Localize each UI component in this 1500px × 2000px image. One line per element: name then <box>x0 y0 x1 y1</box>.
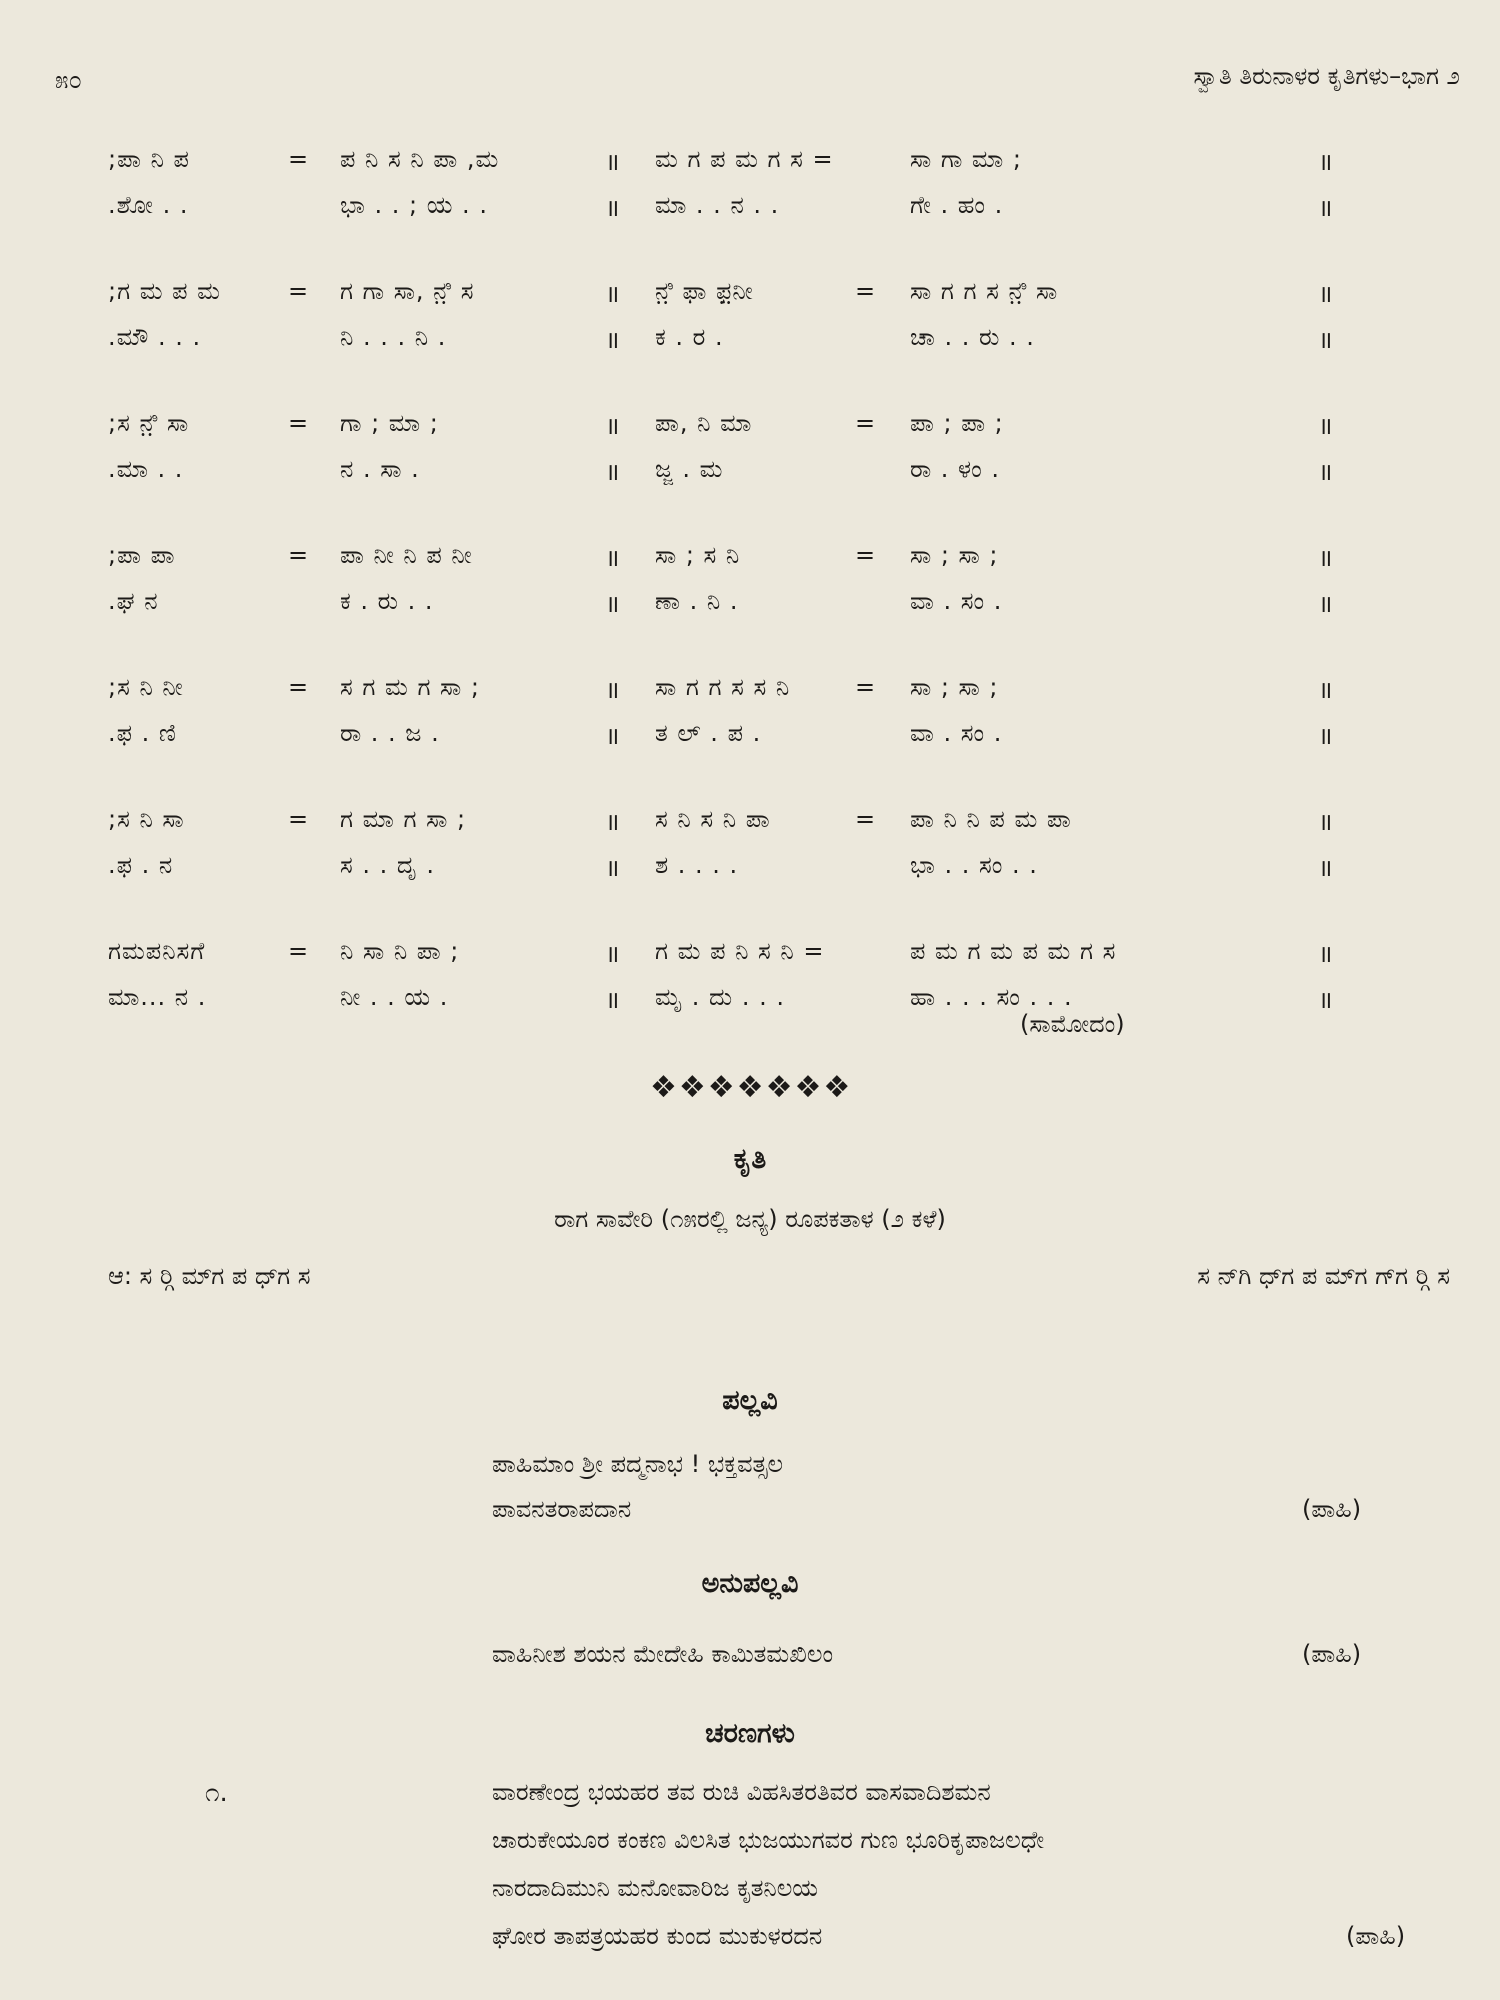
notation-cell: ಜ್ಜ . ಮ <box>655 455 724 483</box>
notation-cell: ಪಾ, ನಿ ಮಾ <box>655 409 753 437</box>
notation-line <box>0 851 1500 897</box>
bar-line: ॥ <box>1318 986 1334 1014</box>
bar-line: ॥ <box>1318 280 1334 308</box>
pallavi-tag: (ಪಾಹಿ) <box>1302 1495 1362 1523</box>
bar-line: ॥ <box>1318 458 1334 486</box>
notation-cell: ;ಸ ನಿ ಸಾ <box>108 805 185 833</box>
notation-cell: ಪಾ ; ಪಾ ; <box>910 409 1004 437</box>
avarohana: ಸ ನ್‍ಗಿ ಧ್‍ಗ ಪ ಮ್‍ಗ ಗ್‍ಗ ರ್‍ಗಿ ಸ <box>1197 1262 1450 1290</box>
notation-line <box>0 277 1500 323</box>
notation-cell: ಹಾ . . . ಸಂ . . . <box>910 983 1073 1011</box>
charana-tag: (ಪಾಹಿ) <box>1346 1922 1406 1950</box>
anupallavi-heading: ಅನುಪಲ್ಲವಿ <box>701 1568 799 1599</box>
notation-cell: ಸಾ ಗ ಗ ಸ ನ಼ಿ ಸಾ <box>910 277 1059 305</box>
bar-line: ॥ <box>605 412 621 440</box>
notation-cell: ಗಮಪನಿಸಗೆ <box>108 937 206 965</box>
bar-line: ॥ <box>1318 808 1334 836</box>
charana-line-3: ನಾರದಾದಿಮುನಿ ಮನೋವಾರಿಜ ಕೃತನಿಲಯ <box>492 1874 819 1902</box>
notation-line <box>0 191 1500 237</box>
notation-cell: ಗಾ ; ಮಾ ; <box>340 409 439 437</box>
notation-cell: ರಾ . ಳಂ . <box>910 455 1000 483</box>
bar-line: ॥ <box>1318 722 1334 750</box>
notation-group-gap <box>0 897 1500 937</box>
equals-mark: = <box>288 409 310 437</box>
pallavi-heading: ಪಲ್ಲವಿ <box>722 1385 778 1416</box>
bar-line: ॥ <box>605 458 621 486</box>
pallavi-line-2: ಪಾವನತರಾಪದಾನ <box>492 1495 632 1523</box>
notation-cell: .ಫ . ನ <box>108 851 174 879</box>
notation-cell: ;ಪಾ ನಿ ಪ <box>108 145 190 173</box>
notation-cell: ಸ ಗ ಮ ಗ ಸಾ ; <box>340 673 480 701</box>
notation-cell: ಣಾ . ನಿ . <box>655 587 739 615</box>
charana-line-4: ಘೋರ ತಾಪತ್ರಯಹರ ಕುಂದ ಮುಕುಳರದನ <box>492 1922 823 1950</box>
notation-cell: ಮೃ . ದು . . . <box>655 983 785 1011</box>
notation-line <box>0 455 1500 501</box>
notation-cell: ವಾ . ಸಂ . <box>910 719 1003 747</box>
bar-line: ॥ <box>1318 544 1334 572</box>
notation-cell: ;ಸ ನ಼ಿ ಸಾ <box>108 409 190 437</box>
bar-line: ॥ <box>605 194 621 222</box>
notation-cell: ರಾ . . ಜ . <box>340 719 440 747</box>
bar-line: ॥ <box>605 590 621 618</box>
bar-line: ॥ <box>605 986 621 1014</box>
notation-cell: ನಿ ಸಾ ನಿ ಪಾ ; <box>340 937 460 965</box>
equals-mark: = <box>288 805 310 833</box>
notation-cell: ನಿ . . . ನಿ . <box>340 323 447 351</box>
bar-line: ॥ <box>605 854 621 882</box>
notation-line <box>0 673 1500 719</box>
notation-cell: ಸಾ ಗ ಗ ಸ ಸ ನಿ <box>655 673 791 701</box>
anupallavi-tag: (ಪಾಹಿ) <box>1302 1640 1362 1668</box>
equals-mark: = <box>288 277 310 305</box>
notation-line <box>0 587 1500 633</box>
notation-cell: ಸಾ ಗಾ ಮಾ ; <box>910 145 1022 173</box>
notation-cell: ಕ . ರ . <box>655 323 724 351</box>
equals-mark: = <box>855 277 877 305</box>
notation-cell: ಸ ನಿ ಸ ನಿ ಪಾ <box>655 805 771 833</box>
bar-line: ॥ <box>605 722 621 750</box>
bar-line: ॥ <box>1318 854 1334 882</box>
equals-mark: = <box>855 805 877 833</box>
notation-cell: ವಾ . ಸಂ . <box>910 587 1003 615</box>
charana-number: ೧. <box>205 1778 228 1808</box>
notation-group-gap <box>0 501 1500 541</box>
notation-cell: .ಫ . ಣಿ <box>108 719 177 747</box>
notation-cell: ;ಸ ನಿ ನೀ <box>108 673 184 701</box>
notation-cell: ಭಾ . . ; ಯ . . <box>340 191 488 219</box>
notation-group-gap <box>0 633 1500 673</box>
notation-cell: ;ಪಾ ಪಾ <box>108 541 176 569</box>
notation-line <box>0 409 1500 455</box>
charanas-heading: ಚರಣಗಳು <box>705 1718 795 1749</box>
bar-line: ॥ <box>605 280 621 308</box>
notation-cell: .ಮೌ . . . <box>108 323 202 351</box>
notation-line <box>0 145 1500 191</box>
notation-cell: ಚಾ . . ರು . . <box>910 323 1035 351</box>
pallavi-line-1: ಪಾಹಿಮಾಂ ಶ್ರೀ ಪದ್ಮನಾಭ ! ಭಕ್ತವತ್ಸಲ <box>492 1450 784 1478</box>
notation-line <box>0 805 1500 851</box>
notation-cell: ;ಗ ಮ ಪ ಮ <box>108 277 221 305</box>
notation-cell: ಸಾ ; ಸಾ ; <box>910 673 999 701</box>
notation-cell: ಗ ಮ ಪ ನಿ ಸ ನಿ = <box>655 937 825 965</box>
bar-line: ॥ <box>1318 148 1334 176</box>
notation-cell: ಶ . . . . <box>655 851 739 879</box>
arohana: ಆ: ಸ ರ್‍ಗಿ ಮ್‍ಗ ಪ ಧ್‍ಗ ಸ <box>108 1262 311 1290</box>
kriti-heading: ಕೃತಿ <box>733 1142 767 1175</box>
notation-block <box>0 145 1500 1029</box>
bar-line: ॥ <box>605 326 621 354</box>
bar-line: ॥ <box>605 148 621 176</box>
notation-cell: ನ಼ಿ ಫಾ ಫ಼ನೀ <box>655 277 754 305</box>
notation-cell: ನ . ಸಾ . <box>340 455 420 483</box>
notation-cell: ಗ ಗಾ ಸಾ, ನ಼ಿ ಸ <box>340 277 475 305</box>
bar-line: ॥ <box>605 544 621 572</box>
notation-line <box>0 983 1500 1029</box>
notation-line <box>0 323 1500 369</box>
bar-line: ॥ <box>1318 412 1334 440</box>
notation-cell: ಮಾ . . ನ . . <box>655 191 780 219</box>
bar-line: ॥ <box>605 940 621 968</box>
equals-mark: = <box>288 145 310 173</box>
notation-cell: ಸಾ ; ಸಾ ; <box>910 541 999 569</box>
page-number: ೫೦ <box>55 66 82 94</box>
bar-line: ॥ <box>1318 590 1334 618</box>
equals-mark: = <box>855 541 877 569</box>
charana-line-1: ವಾರಣೇಂದ್ರ ಭಯಹರ ತವ ರುಚಿ ವಿಹಸಿತರತಿವರ ವಾಸವಾದಿಶಮನ <box>492 1778 991 1806</box>
notation-cell: ಸ . . ದೃ . <box>340 851 435 879</box>
running-title: ಸ್ವಾತಿ ತಿರುನಾಳರ ಕೃತಿಗಳು–ಭಾಗ ೨ <box>1193 62 1460 90</box>
raga-tala-line: ರಾಗ ಸಾವೇರಿ (೧೫ರಲ್ಲಿ ಜನ್ಯ) ರೂಪಕತಾಳ (೨ ಕಳೆ) <box>554 1205 946 1233</box>
notation-cell: ಪಾ ನೀ ನಿ ಪ ನೀ <box>340 541 473 569</box>
notation-closing: (ಸಾಮೋದಂ) <box>1020 1010 1125 1038</box>
charana-line-2: ಚಾರುಕೇಯೂರ ಕಂಕಣ ವಿಲಸಿತ ಭುಜಯುಗವರ ಗುಣ ಭೂರಿಕೃಪಾಜಲಧೇ <box>492 1826 1045 1854</box>
notation-group-gap <box>0 369 1500 409</box>
anupallavi-line-1: ವಾಹಿನೀಶ ಶಯನ ಮೇದೇಹಿ ಕಾಮಿತಮಖಿಲಂ <box>492 1640 834 1668</box>
notation-cell: ತ ಲ್ . ಪ . <box>655 719 762 747</box>
notation-cell: .ಘ ನ <box>108 587 159 615</box>
notation-cell: ಪ ನಿ ಸ ನಿ ಪಾ ,ಮ <box>340 145 500 173</box>
equals-mark: = <box>288 673 310 701</box>
equals-mark: = <box>288 937 310 965</box>
bar-line: ॥ <box>1318 676 1334 704</box>
bar-line: ॥ <box>1318 326 1334 354</box>
notation-cell: ಗ ಮಾ ಗ ಸಾ ; <box>340 805 467 833</box>
equals-mark: = <box>855 673 877 701</box>
notation-line <box>0 937 1500 983</box>
equals-mark: = <box>288 541 310 569</box>
notation-group-gap <box>0 765 1500 805</box>
notation-group-gap <box>0 237 1500 277</box>
notation-cell: ಮ ಗ ಪ ಮ ಗ ಸ = <box>655 145 834 173</box>
notation-cell: ನೀ . . ಯ . <box>340 983 449 1011</box>
notation-line <box>0 719 1500 765</box>
ornament-divider: ❖❖❖❖❖❖❖ <box>650 1070 853 1105</box>
bar-line: ॥ <box>1318 940 1334 968</box>
notation-cell: ಸಾ ; ಸ ನಿ <box>655 541 741 569</box>
bar-line: ॥ <box>1318 194 1334 222</box>
bar-line: ॥ <box>605 676 621 704</box>
notation-cell: .ಶೋ . . <box>108 191 189 219</box>
notation-cell: ಗೇ . ಹಂ . <box>910 191 1004 219</box>
notation-cell: .ಮಾ . . <box>108 455 184 483</box>
bar-line: ॥ <box>605 808 621 836</box>
notation-cell: ಮಾ... ನ . <box>108 983 207 1011</box>
notation-cell: ಪಾ ನಿ ನಿ ಪ ಮ ಪಾ <box>910 805 1072 833</box>
notation-cell: ಭಾ . . ಸಂ . . <box>910 851 1038 879</box>
notation-cell: ಕ . ರು . . <box>340 587 434 615</box>
notation-cell: ಪ ಮ ಗ ಮ ಪ ಮ ಗ ಸ <box>910 937 1117 965</box>
equals-mark: = <box>855 409 877 437</box>
notation-line <box>0 541 1500 587</box>
